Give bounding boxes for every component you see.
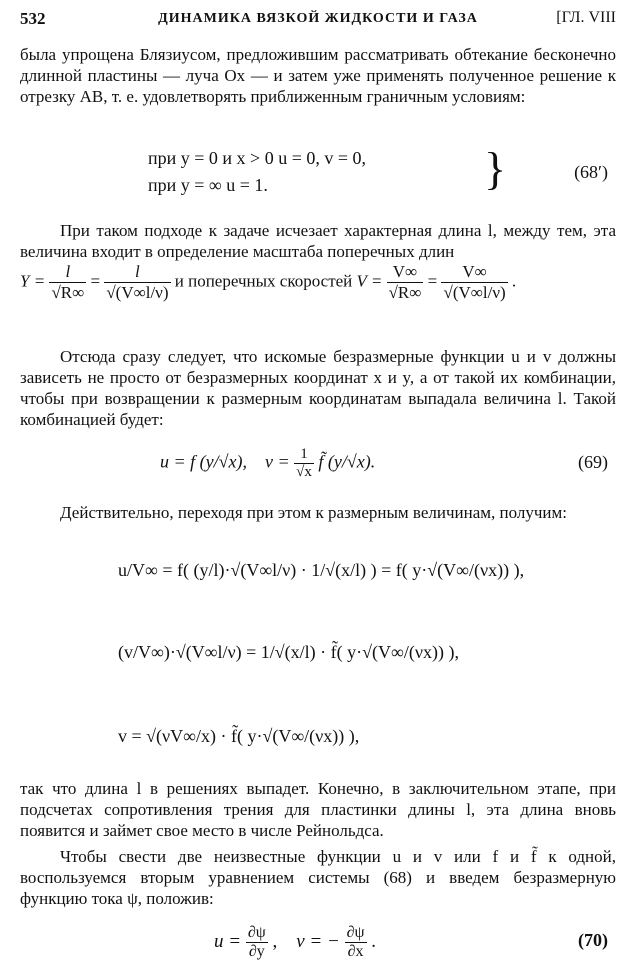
boundary-condition-line-2: при y = ∞ u = 1. (148, 175, 268, 195)
derivation-line-2: (v/V∞)·√(V∞l/ν) = 1/√(x/l) · f̃( y·√(V∞/(νx)) ), (118, 642, 459, 662)
scales-formula: Y = $\frac{l}{√R\infty}$ = $\frac{l}{√(V\infty l/\nu)}$ и поперечных скоростей V = $\frac{V\infty}{√R\infty}$ = $\frac{V\infty}{√(V\infty l/\nu)}$ . (20, 262, 517, 302)
paragraph-characteristic-length: При таком подходе к задаче исчезает характерная длина l, между тем, эта величина входит в определение масштаба поперечных длин (20, 221, 616, 261)
fraction-l-over-sqrtR: $\frac{l}{√R\infty}$ (51, 262, 85, 302)
scale-V: V = (356, 271, 383, 291)
page-number: 532 (20, 9, 46, 28)
paragraph-blasius: была упрощена Блязиусом, предложившим рассматривать обтекание бесконечно длинной пластины — луча Ox — и затем уже применять полученное решение к отрезку AB, т. е. удовлетворять приближенным граничным условиям: (20, 45, 616, 106)
derivation-line-3: v = √(νV∞/x) · f̃( y·√(V∞/(νx)) ), (118, 726, 360, 746)
fraction-dpsi-dx: $\frac{\partial\psi}{\partial x}$ (346, 924, 365, 960)
fraction-one-over-sqrtx: $\frac{1}{√x}$ (296, 446, 312, 480)
boundary-condition-line-1: при y = 0 и x > 0 u = 0, v = 0, (148, 148, 367, 168)
equation-70: u = $\frac{\partial\psi}{\partial y}$ , v = − $\frac{\partial\psi}{\partial x}$ . (214, 924, 376, 960)
running-header (20, 9, 616, 33)
chapter-label: [ГЛ. VIII (556, 9, 616, 26)
paragraph-combination: Отсюда сразу следует, что искомые безразмерные функции u и v должны зависеть не просто от безразмерных координат x и y, а от такой их комбинации, чтобы при возвращении к размерным координатам выпадала величина l. Такой комбинацией будет: (20, 347, 616, 429)
scale-Y: Y = (20, 271, 46, 291)
running-title: ДИНАМИКА ВЯЗКОЙ ЖИДКОСТИ И ГАЗА (158, 11, 478, 26)
equation-number-68-prime: (68′) (574, 162, 608, 182)
paragraph-length-drops: так что длина l в решениях выпадет. Конечно, в заключительном этапе, при подсчетах сопротивления трения для пластинки длины l, эта длина вновь появится и займет свое место в числе Рейнольдса. (20, 779, 616, 840)
brace-symbol: } (484, 143, 507, 194)
paragraph-dimensional: Действительно, переходя при этом к размерным величинам, получим: (60, 503, 567, 522)
fraction-l-over-sqrtVl: $\frac{l}{√(V\infty l/\nu)}$ (106, 262, 169, 302)
equation-69: u = f (y/√x), v = $\frac{1}{√x}$ f̃ (y/√x). (160, 446, 376, 480)
derivation-line-1: u/V∞ = f( (y/l)·√(V∞l/ν) · 1/√(x/l) ) = f( y·√(V∞/(νx)) ), (118, 560, 525, 580)
fraction-Vinf-over-sqrtVl: $\frac{V\infty}{√(V\infty l/\nu)}$ (443, 262, 506, 302)
fraction-Vinf-over-sqrtR: $\frac{V\infty}{√R\infty}$ (388, 262, 422, 302)
scales-connector-text: и поперечных скоростей (174, 271, 353, 291)
equation-number-70: (70) (578, 930, 608, 950)
paragraph-stream-function: Чтобы свести две неизвестные функции u и v или f и f̃ к одной, воспользуемся вторым уравнением системы (68) и введем безразмерную функцию тока ψ, положив: (20, 847, 616, 908)
fraction-dpsi-dy: $\frac{\partial\psi}{\partial y}$ (247, 924, 266, 960)
equation-number-69: (69) (578, 452, 608, 472)
